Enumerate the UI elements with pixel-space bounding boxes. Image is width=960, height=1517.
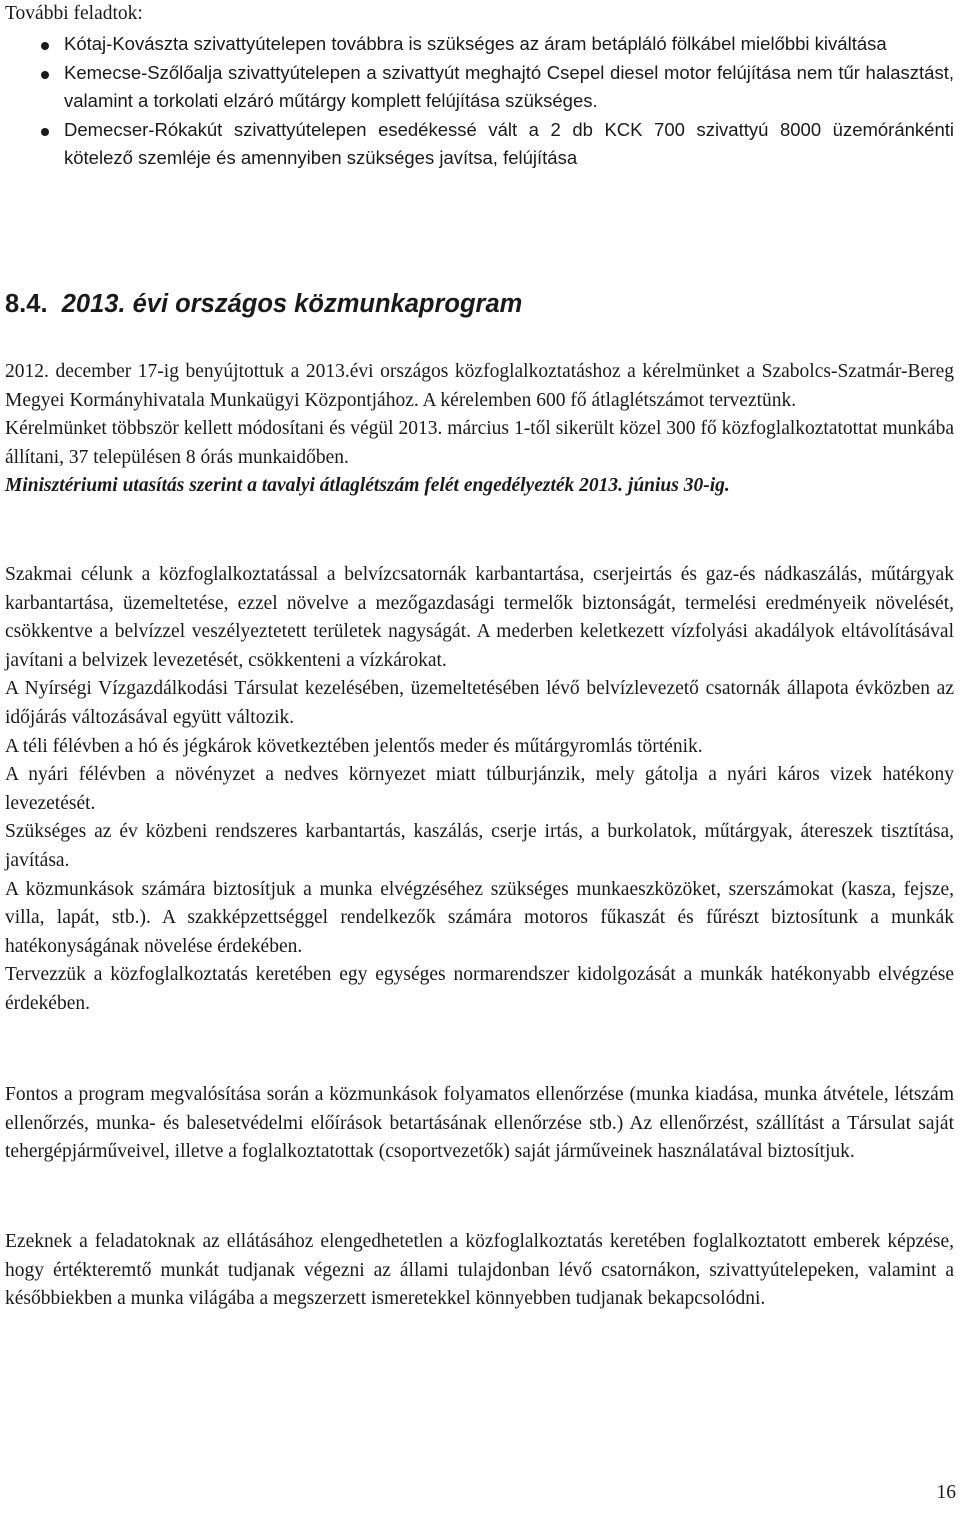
bullet-text: Kótaj-Kovászta szivattyútelepen továbbra is szükséges az áram betápláló fölkábel mielőbbi kiváltása bbox=[64, 33, 887, 54]
section-heading bbox=[5, 288, 522, 320]
paragraph: Kérelmünket többször kellett módosítani és végül 2013. március 1-től sikerült közel 300 fő közfoglalkoztatottat munkába állítani, 37 településen 8 órás munkaidőben. bbox=[5, 418, 954, 468]
tasks-bullet-list bbox=[0, 30, 960, 173]
bullet-text: Demecser-Rókakút szivattyútelepen esedékessé vált a 2 db KCK 700 szivattyú 8000 üzemóránkénti kötelező szemléje és amennyiben szükséges javítsa, felújítása bbox=[64, 118, 954, 169]
section-title: 2013. évi országos közmunkaprogram bbox=[61, 290, 523, 318]
bullet-icon bbox=[41, 42, 49, 50]
paragraph: Szükséges az év közbeni rendszeres karbantartás, kaszálás, cserje irtás, a burkolatok, műtárgyak, átereszek tisztítása, javítása. bbox=[5, 821, 954, 871]
paragraph: Szakmai célunk a közfoglalkoztatással a belvízcsatornák karbantartása, cserjeirtás és gaz-és nádkaszálás, műtárgyak karbantartása, üzemeltetése, ezzel növelve a mezőgazdasági termelők biztonságát, termelési eredményeik növelését, csökkentve a belvízzel veszélyeztetett területek nagyságát. A mederben keletkezett vízfolyási akadályok eltávolításával javítani a belvizek levezetését, csökkenteni a vízkárokat. bbox=[5, 564, 954, 671]
paragraph: A téli félévben a hó és jégkárok következtében jelentős meder és műtárgyromlás történik. bbox=[5, 735, 703, 757]
paragraph: A nyári félévben a növényzet a nedves környezet miatt túlburjánzik, mely gátolja a nyári káros vizek hatékony levezetését. bbox=[5, 764, 954, 814]
ministry-instruction-paragraph: Minisztériumi utasítás szerint a tavalyi átlaglétszám felét engedélyezték 2013. június 30-ig. bbox=[5, 475, 730, 497]
supervision-block bbox=[5, 1081, 954, 1167]
section-number: 8.4. bbox=[5, 290, 48, 318]
bullet-item bbox=[0, 30, 960, 59]
bullet-icon bbox=[41, 71, 49, 79]
bullet-text: Kemecse-Szőlőalja szivattyútelepen a szivattyút meghajtó Csepel diesel motor felújítása nem tűr halasztást, valamint a torkolati elzáró műtárgy komplett felújítása szükséges. bbox=[64, 61, 954, 112]
tasks-heading: További feladtok: bbox=[5, 3, 143, 24]
training-block bbox=[5, 1228, 954, 1314]
application-block bbox=[5, 358, 954, 501]
page-number: 16 bbox=[936, 1482, 956, 1503]
paragraph: Tervezzük a közfoglalkoztatás keretében egy egységes normarendszer kidolgozását a munkák hatékonyabb elvégzése érdekében. bbox=[5, 964, 954, 1014]
paragraph: 2012. december 17-ig benyújtottuk a 2013.évi országos közfoglalkoztatáshoz a kérelmünket a Szabolcs-Szatmár-Bereg Megyei Kormányhivatala Munkaügyi Központjához. A kérelemben 600 fő átlaglétszámot terveztünk. bbox=[5, 361, 954, 411]
paragraph: A Nyírségi Vízgazdálkodási Társulat kezelésében, üzemeltetésében lévő belvízlevezető csatornák állapota évközben az időjárás változásával együtt változik. bbox=[5, 678, 954, 728]
paragraph: Ezeknek a feladatoknak az ellátásához elengedhetetlen a közfoglalkoztatás keretében foglalkoztatott emberek képzése, hogy értékteremtő munkát tudjanak végezni az állami tulajdonban lévő csatornákon, szivattyútelepeken, valamint a későbbiekben a munka világába a megszerzett ismeretekkel könnyebben tudjanak bekapcsolódni. bbox=[5, 1231, 954, 1310]
paragraph: A közmunkások számára biztosítjuk a munka elvégzéséhez szükséges munkaeszközöket, szerszámokat (kasza, fejsze, villa, lapát, stb.). A szakképzettséggel rendelkezők számára motoros fűkaszát és fűrészt biztosítunk a munkák hatékonyságának növelése érdekében. bbox=[5, 878, 954, 957]
paragraph: Fontos a program megvalósítása során a közmunkások folyamatos ellenőrzése (munka kiadása, munka átvétele, létszám ellenőrzés, munka- és balesetvédelmi előírások betartásának ellenőrzése stb.) Az ellenőrzést, szállítást a Társulat saját tehergépjárműveivel, illetve a foglalkoztatottak (csoportvezetők) saját járműveinek használatával biztosítjuk. bbox=[5, 1084, 954, 1163]
bullet-item bbox=[0, 116, 960, 173]
bullet-icon bbox=[41, 128, 49, 136]
goals-block bbox=[5, 561, 954, 1019]
bullet-item bbox=[0, 59, 960, 116]
